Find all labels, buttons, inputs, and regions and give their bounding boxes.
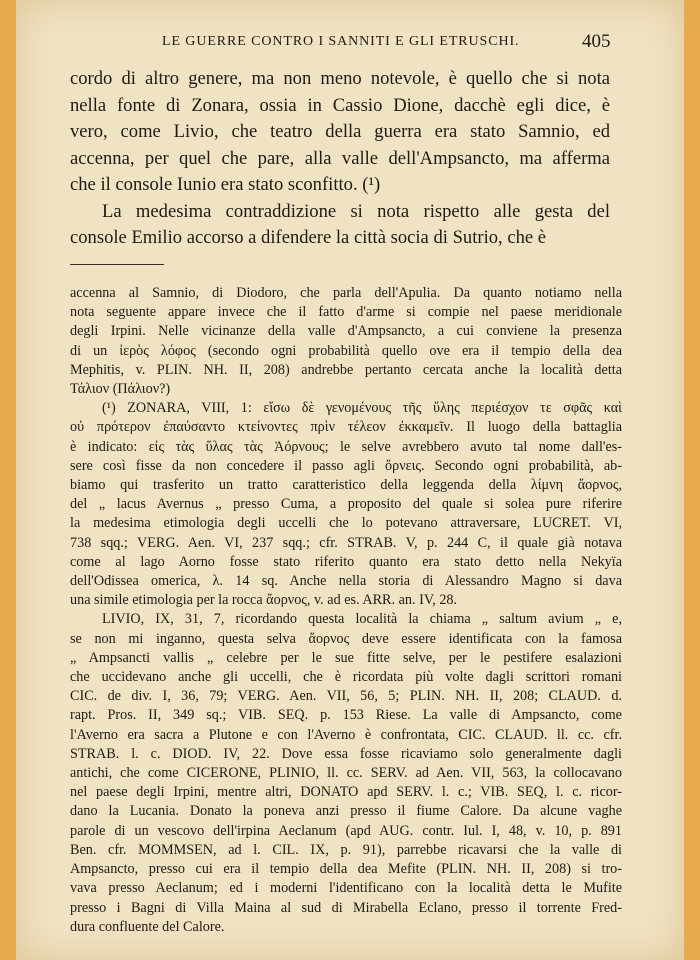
- text-line: vava presso Aeclanum; ed i moderni l'identificano con la località detta le Mufite: [70, 880, 622, 897]
- text-line: la medesima etimologia degli uccelli che lo potevano attraversare, LUCRET. VI,: [70, 515, 622, 532]
- text-line: cordo di altro genere, ma non meno notevole, è quello che si nota: [70, 68, 610, 89]
- text-line: CIC. de div. I, 36, 79; VERG. Aen. VII, 56, 5; PLIN. NH. II, 208; CLAUD. d.: [70, 688, 622, 705]
- page-number: 405: [582, 31, 611, 52]
- book-page: [16, 0, 684, 960]
- text-line: l'Averno era sacra a Plutone e con l'Averno è confrontata, CIC. CLAUD. ll. cc. cfr.: [70, 726, 622, 743]
- text-line: biamo qui trasferito un tratto caratteristico della leggenda della λίμνη ἄορνος,: [70, 477, 622, 494]
- running-head: [16, 31, 684, 58]
- text-line: Ben. cfr. MOMMSEN, ad l. CIL. IX, p. 91), parrebbe ricavarsi che la valle di: [70, 841, 622, 858]
- text-line: vero, come Livio, che teatro della guerra era stato Samnio, ed: [70, 121, 610, 142]
- footnote-1: [70, 399, 622, 610]
- body-text: [70, 66, 610, 252]
- text-line: console Emilio accorso a difendere la città socia di Sutrio, che è: [70, 227, 547, 248]
- text-line: οὐ πρότερον ἐπαύσαντο κτείνοντες πρὶν τέλεον ἐκκαμεῖν. Il luogo della battaglia: [70, 419, 622, 436]
- text-line: dano la Lucania. Donato la poneva anzi presso il fiume Calore. Da alcune vaghe: [70, 803, 622, 820]
- text-line: che il console Iunio era stato sconfitto. (¹): [70, 174, 381, 195]
- text-line: una simile etimologia per la rocca ἄορνος, v. ad es. ARR. an. IV, 28.: [70, 592, 458, 609]
- text-line: che uccidevano anche gli uccelli, che è ricordata più volte dagli scrittori romani: [70, 669, 622, 686]
- footnote-separator: [70, 264, 164, 265]
- text-line: Mephitis, v. PLIN. NH. II, 208) andrebbe pertanto cercata anche la località detta: [70, 361, 622, 378]
- text-line: nella fonte di Zonara, ossia in Cassio Dione, dacchè egli dice, è: [70, 94, 610, 116]
- text-line: nota seguente appare invece che il fatto d'arme si compie nel paese meridionale: [70, 304, 622, 321]
- text-line: del „ lacus Avernus „ presso Cuma, a proposito del quale si solea pure riferire: [70, 496, 622, 513]
- footnotes: [70, 284, 622, 937]
- text-line: di un ἱερὸς λόφος (secondo ogni probabilità quello ove era il tempio della dea: [70, 342, 622, 359]
- text-line: accenna, per quel che pare, alla valle dell'Ampsancto, ma afferma: [70, 147, 610, 169]
- text-line: degli Irpini. Nelle vicinanze della valle d'Ampsancto, a cui conviene la presenza: [70, 323, 622, 340]
- text-line: dura confluente del Calore.: [70, 918, 225, 935]
- text-line: 738 sqq.; VERG. Aen. VI, 237 sqq.; cfr. STRAB. V, p. 244 C, il quale già notava: [70, 534, 622, 551]
- text-line: accenna al Samnio, di Diodoro, che parla dell'Apulia. Da quanto notiamo nella: [70, 285, 622, 301]
- footnote-continuation: [70, 284, 622, 399]
- text-line: LIVIO, IX, 31, 7, ricordando questa località la chiama „ saltum avium „ e,: [102, 611, 622, 628]
- text-line: La medesima contraddizione si nota rispetto alle gesta del: [102, 200, 610, 222]
- text-line: STRAB. l. c. DIOD. IV, 22. Dove essa fosse ricaviamo solo generalmente dagli: [70, 745, 622, 762]
- text-line: sere così fisse da non concedere il passo agli ὄρνεις. Secondo ogni probabilità, ab-: [70, 457, 622, 474]
- text-line: presso i Bagni di Villa Maina al sud di Mirabella Eclano, presso il torrente Fred-: [70, 899, 622, 916]
- paragraph-1: [70, 66, 610, 199]
- text-line: (¹) ZONARA, VIII, 1: εἴσω δὲ γενομένους τῆς ὕλης περιέσχον τε σφᾶς καὶ: [102, 400, 622, 417]
- text-line: „ Ampsancti vallis „ celebre per le sue fitte selve, per le pestifere esalazioni: [70, 649, 622, 666]
- text-line: nel paese degli Irpini, mentre altri, DONATO apd SERV. l. c.; VIB. SEQ, l. c. ricor-: [70, 784, 622, 801]
- text-line: come al lago Aorno fosse stato riferito quanto era stato detto nella Nekyïa: [70, 553, 622, 570]
- text-line: dell'Odissea omerica, λ. 14 sq. Anche nella storia di Alessandro Magno si dava: [70, 573, 622, 590]
- paragraph-2: [70, 199, 610, 252]
- text-line: Τάλιον (Πάλιον?): [70, 381, 171, 398]
- text-line: se non mi inganno, questa selva ἄορνος deve essere identificata con la famosa: [70, 630, 622, 647]
- text-line: antichi, che come CICERONE, PLINIO, ll. cc. SERV. ad Aen. VII, 563, la collocavano: [70, 765, 622, 782]
- text-line: parole di un vescovo dell'irpina Aeclanum (apd AUG. contr. Iul. I, 48, v. 10, p. 891: [70, 822, 622, 839]
- text-line: Ampsancto, presso cui era il tempio della dea Mefite (PLIN. NH. II, 208) si tro-: [70, 861, 622, 878]
- running-title: LE GUERRE CONTRO I SANNITI E GLI ETRUSCHI.: [162, 34, 520, 49]
- footnote-1-continued: [70, 610, 622, 936]
- text-line: è indicato: εἰς τὰς ὕλας τὰς Ἀόρνους; le selve avrebbero avuto tal nome dall'es-: [70, 438, 622, 455]
- text-line: rapt. Pros. II, 349 sq.; VIB. SEQ. p. 153 Riese. La valle di Ampsancto, come: [70, 707, 622, 724]
